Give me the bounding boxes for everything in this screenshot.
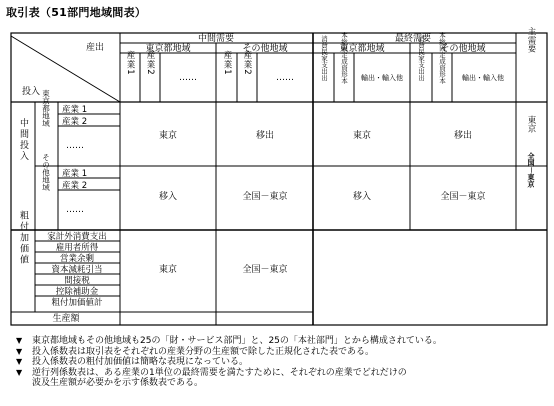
col-shu-juyou: 主需要 <box>526 27 536 53</box>
col-capital-other: 本総固定成資形本 <box>438 32 446 84</box>
note-continuation: 波及生産額が必要かを示す係数表である。 <box>32 378 204 388</box>
cell-r3c1: 東京 <box>158 265 178 275</box>
bullet-triangle-icon: ▼ <box>16 346 23 356</box>
va-item: 雇用者所得 <box>55 243 99 253</box>
header-other-region: その他地域 <box>242 44 288 54</box>
row-other-region: その他地域 <box>41 153 51 191</box>
cell-r2c5: 全国－東京 <box>527 152 535 188</box>
col-exports-other: 輸出・輸入他 <box>462 74 504 82</box>
cell-r2c4: 全国－東京 <box>440 192 486 202</box>
va-item: 家計外消費支出 <box>47 232 107 242</box>
note-item: ▼ 投入係数表の粗付加価値は簡略な表現になっている。 <box>16 357 249 367</box>
va-item: 営業余剰 <box>59 254 95 264</box>
bullet-triangle-icon: ▼ <box>16 367 23 377</box>
page-title: 取引表（51部門地域間表） <box>6 6 147 19</box>
cell-r1c5: 東京 <box>526 115 536 133</box>
col-consumption: 消費民家支出出 <box>320 35 328 81</box>
va-item: 粗付加価値計 <box>51 298 103 308</box>
bullet-triangle-icon: ▼ <box>16 357 23 366</box>
col-industry1-other: 産業1 <box>222 50 232 76</box>
row-production: 生産額 <box>52 314 80 324</box>
row-dots: …… <box>66 141 84 151</box>
header-tokyo-region: 東京都地域 <box>145 44 191 54</box>
col-dots: …… <box>179 73 197 83</box>
row-intermediate-input: 中間投入 <box>18 118 28 162</box>
cell-r1c4: 移出 <box>453 131 473 141</box>
header-final-tokyo-region: 東京都地域 <box>339 44 385 54</box>
row-industry1-other: 産業 1 <box>62 169 88 179</box>
va-item: 間接税 <box>64 276 90 286</box>
note-item: ▼ 東京都地域もその他地域も25の「財・サービス部門」と、25の「本社部門」とから構成されている。 <box>16 336 442 346</box>
note-item: ▼ 投入係数表は取引表をそれぞれの産業分野の生産額で除した正規化された表である。 <box>16 346 375 357</box>
header-final-other-region: その他地域 <box>440 44 486 54</box>
notes <box>16 336 546 389</box>
cell-r3c2: 全国－東京 <box>242 265 288 275</box>
col-industry2-other: 産業2 <box>242 50 252 76</box>
row-value-added: 粗付加価値 <box>18 210 28 266</box>
va-item: 控除補助金 <box>55 287 99 297</box>
note-item: ▼ 逆行列係数表は、ある産業の1単位の最終需要を満たすために、それぞれの産業でどれだけの <box>16 367 407 378</box>
row-industry2: 産業 2 <box>62 117 88 127</box>
header-sanshutsu: 産出 <box>86 43 105 53</box>
cell-r1c1: 東京 <box>158 131 178 141</box>
header-tounyu: 投入 <box>22 87 41 97</box>
row-industry2-other: 産業 2 <box>62 181 88 191</box>
cell-r2c3: 移入 <box>352 192 372 202</box>
header-intermediate-demand: 中間需要 <box>197 34 235 44</box>
col-dots-other: …… <box>276 73 294 83</box>
row-dots-other: …… <box>66 205 84 215</box>
bullet-triangle-icon: ▼ <box>16 336 23 345</box>
col-industry1: 産業1 <box>125 50 135 76</box>
cell-r2c2: 全国－東京 <box>242 192 288 202</box>
row-tokyo-region: 東京都地域 <box>41 89 51 127</box>
row-industry1: 産業 1 <box>62 105 88 115</box>
col-capital: 本総固定成資形本 <box>340 32 348 84</box>
header-final-demand: 最終需要 <box>394 34 432 44</box>
cell-r1c2: 移出 <box>255 131 275 141</box>
col-exports: 輸出・輸入他 <box>361 74 403 82</box>
cell-r2c1: 移入 <box>158 192 178 202</box>
col-consumption-other: 消費民家支出出 <box>417 35 425 81</box>
va-item: 資本減耗引当 <box>51 265 103 275</box>
col-industry2: 産業2 <box>145 50 155 76</box>
cell-r1c3: 東京 <box>352 131 372 141</box>
